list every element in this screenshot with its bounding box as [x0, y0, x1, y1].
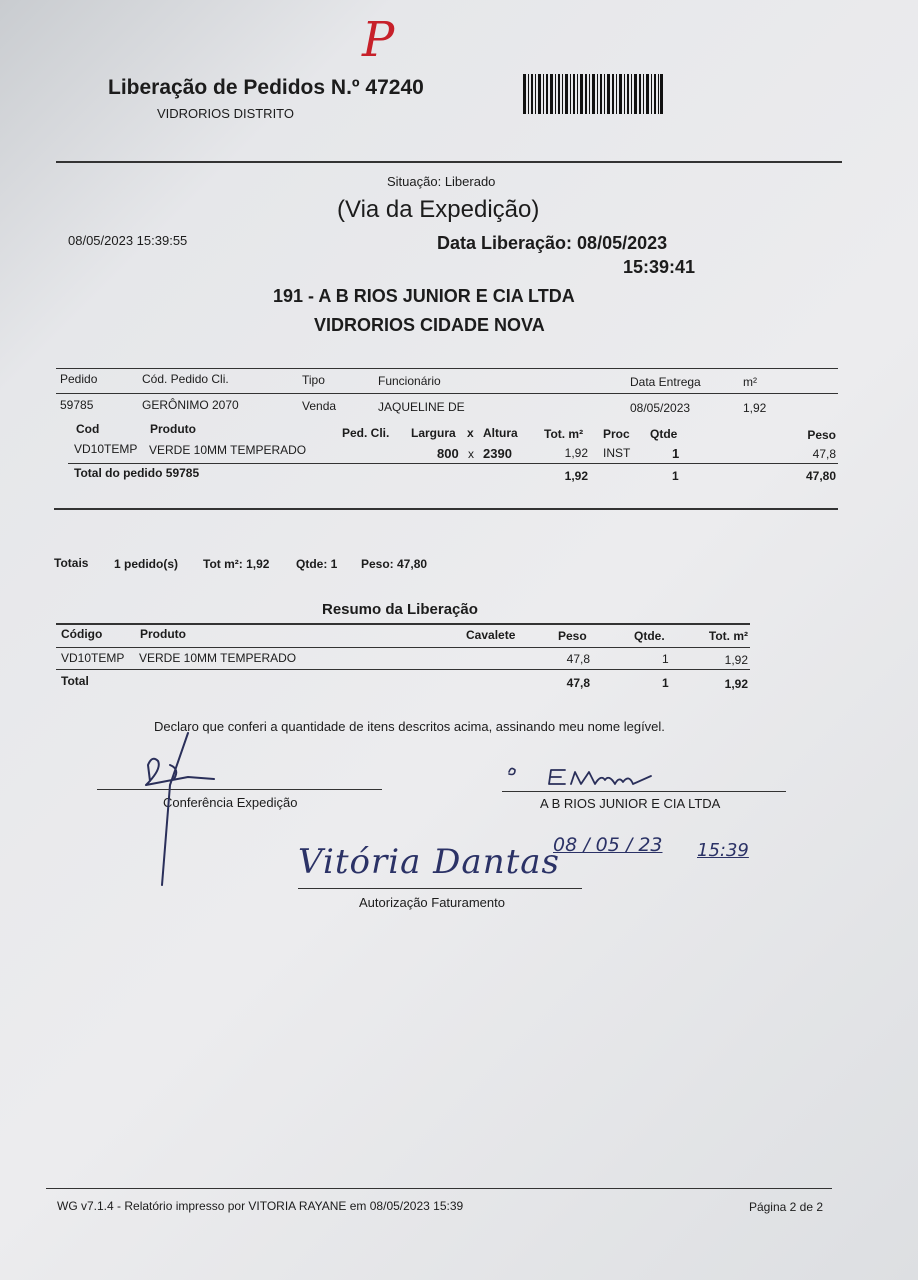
item-x: x [468, 447, 474, 461]
summary-col-peso: Peso [558, 629, 587, 643]
client-branch: VIDRORIOS CIDADE NOVA [314, 315, 545, 335]
value-data-entrega: 08/05/2023 [630, 401, 691, 415]
totals-qtde: Qtde: 1 [296, 557, 338, 571]
client-name: 191 - A B RIOS JUNIOR E CIA LTDA [273, 286, 575, 306]
summary-col-qtde: Qtde. [634, 629, 665, 643]
order-header-line [56, 393, 838, 394]
label-pedido: Pedido [60, 372, 98, 386]
order-total-m2: 1,92 [564, 469, 588, 483]
signature-label-autorizacao: Autorização Faturamento [359, 895, 505, 910]
summary-header-line [56, 647, 750, 648]
release-time: 15:39:41 [623, 257, 696, 277]
item-largura: 800 [437, 446, 459, 461]
totals-tot-m2: Tot m²: 1,92 [203, 557, 270, 571]
via-title: (Via da Expedição) [337, 196, 540, 223]
item-altura: 2390 [483, 446, 512, 461]
summary-col-codigo: Código [61, 627, 103, 641]
declaration-text: Declaro que conferi a quantidade de itens descritos acima, assinando meu nome legível. [154, 719, 665, 734]
col-ped-cli: Ped. Cli. [342, 426, 390, 440]
order-bottom-line [54, 508, 838, 510]
summary-col-cavalete: Cavalete [466, 628, 516, 642]
company-name: VIDRORIOS DISTRITO [157, 106, 294, 121]
col-altura: Altura [483, 426, 518, 440]
col-largura: Largura [411, 426, 456, 440]
totals-peso: Peso: 47,80 [361, 557, 428, 571]
summary-col-tot-m2: Tot. m² [708, 629, 748, 643]
summary-total-label: Total [61, 674, 89, 688]
order-total-label: Total do pedido 59785 [74, 466, 200, 480]
signature-client-mark [505, 762, 665, 796]
label-m2: m² [743, 375, 757, 389]
col-x: x [467, 426, 474, 440]
signature-label-client: A B RIOS JUNIOR E CIA LTDA [540, 796, 721, 811]
label-funcionario: Funcionário [378, 374, 441, 388]
footer-report-info: WG v7.1.4 - Relatório impresso por VITORIA RAYANE em 08/05/2023 15:39 [57, 1199, 464, 1213]
col-qtde: Qtde [650, 427, 678, 441]
totals-pedidos: 1 pedido(s) [114, 557, 179, 571]
value-m2: 1,92 [743, 401, 767, 415]
summary-row-peso: 47,8 [566, 652, 590, 666]
order-total-peso: 47,80 [805, 469, 836, 483]
footer-page-number: Página 2 de 2 [748, 1200, 823, 1214]
totals-label: Totais [54, 556, 89, 570]
release-date: Data Liberação: 08/05/2023 [437, 233, 668, 253]
barcode [523, 74, 663, 114]
item-total-line [68, 463, 838, 464]
summary-row-tot-m2: 1,92 [724, 653, 748, 667]
value-tipo: Venda [302, 399, 337, 413]
page-title: Liberação de Pedidos N.º 47240 [108, 76, 424, 99]
signature-conferencia-mark [140, 725, 230, 905]
handwritten-name: Vitória Dantas [298, 842, 560, 882]
item-qtde: 1 [672, 446, 680, 461]
label-tipo: Tipo [302, 373, 325, 387]
label-data-entrega: Data Entrega [630, 375, 701, 389]
value-funcionario: JAQUELINE DE [378, 400, 465, 414]
summary-row-produto: VERDE 10MM TEMPERADO [139, 651, 297, 665]
summary-total-peso: 47,8 [566, 676, 590, 690]
summary-col-produto: Produto [140, 627, 186, 641]
summary-total-tot-m2: 1,92 [724, 677, 748, 691]
label-cod-pedido-cli: Cód. Pedido Cli. [142, 372, 229, 386]
handwritten-time: 15:39 [697, 840, 749, 861]
col-proc: Proc [603, 427, 630, 441]
item-peso: 47,8 [812, 447, 836, 461]
value-cod-pedido-cli: GERÔNIMO 2070 [142, 398, 239, 412]
summary-row-qtde: 1 [662, 652, 669, 666]
item-cod: VD10TEMP [74, 442, 138, 456]
summary-total-line [56, 669, 750, 670]
col-tot-m2: Tot. m² [544, 427, 584, 441]
handwritten-date: 08 / 05 / 23 [553, 834, 663, 856]
signature-label-conferencia: Conferência Expedição [163, 795, 298, 810]
summary-total-qtde: 1 [662, 676, 669, 690]
status-text: Situação: Liberado [387, 174, 496, 189]
signature-line-autorizacao [298, 888, 582, 889]
summary-top-line [56, 623, 750, 625]
col-produto: Produto [150, 422, 196, 436]
header-divider [56, 161, 842, 163]
item-produto: VERDE 10MM TEMPERADO [149, 443, 307, 457]
order-top-line [56, 368, 838, 369]
item-proc: INST [603, 446, 631, 460]
col-cod: Cod [76, 422, 100, 436]
item-tot-m2: 1,92 [564, 446, 588, 460]
handwritten-p-mark: P [362, 12, 395, 68]
col-peso: Peso [807, 428, 836, 442]
value-pedido: 59785 [60, 398, 94, 412]
summary-row-codigo: VD10TEMP [61, 651, 125, 665]
order-total-qtde: 1 [672, 469, 679, 483]
print-datetime: 08/05/2023 15:39:55 [68, 233, 188, 248]
summary-title: Resumo da Liberação [322, 601, 478, 618]
footer-line [46, 1188, 832, 1189]
